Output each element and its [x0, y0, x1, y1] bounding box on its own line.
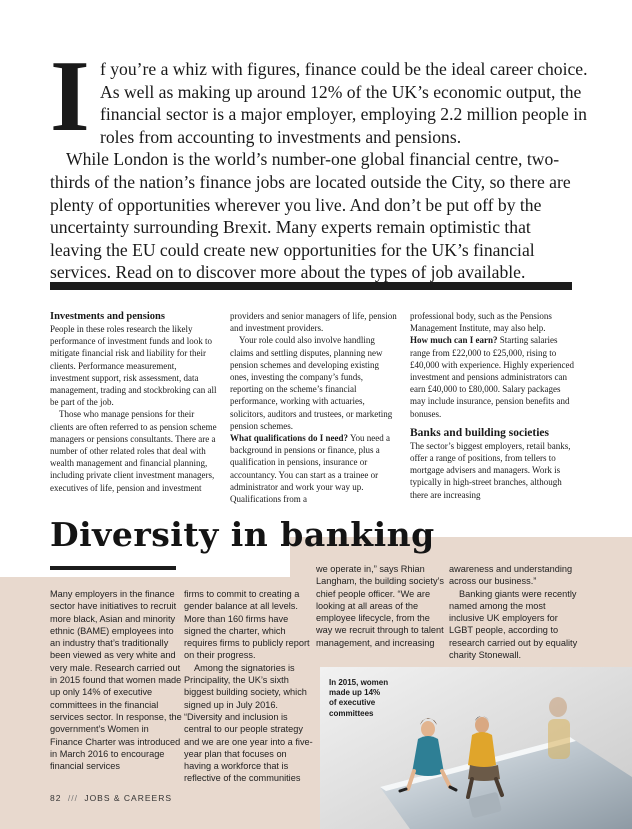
intro-line-4: roles from accounting to investments and pensions. [100, 126, 462, 147]
intro-line-3: financial sector is a major employer, employing 2.2 million people in [100, 104, 587, 125]
photo-caption: In 2015, women made up 14% of executive committees [329, 678, 389, 718]
article-columns [50, 310, 575, 510]
footer-separator: /// [67, 793, 78, 803]
paragraph: Among the signatories is Principality, the UK’s sixth biggest building society, which signed up in July 2016. “Diversity and inclusion is central to our people strategy and we are one year into a five-year plan that focuses on having a workforce that is reflective of the communities [184, 662, 313, 784]
paragraph: professional body, such as the Pensions Management Institute, may also help. [410, 311, 552, 334]
paragraph: Many employers in the finance sector have initiatives to recruit more black, Asian and minority ethnic (BAME) employees into an industry that’s traditionally been viewed as very white and very male. Research carried out in 2015 found that women made up only 14% of executive committees in the financial services sector. In response, the government’s Women in Finance Charter was introduced in March 2016 to encourage financial services [50, 589, 182, 772]
title-underline [50, 566, 176, 570]
earnings-label: How much can I earn? [410, 335, 498, 346]
diversity-column-1 [50, 588, 182, 772]
intro-text [50, 40, 588, 284]
paragraph: providers and senior managers of life, pension and investment providers. [230, 311, 397, 334]
paragraph [230, 432, 398, 505]
column-3 [410, 310, 575, 501]
paragraph: The sector’s biggest employers, retail banks, offer a range of positions, from tellers to mortgage advisers and managers. Work is typically in high-street branches, although there are increasing [410, 440, 571, 500]
heading-banks-building-societies: Banks and building societies [410, 426, 550, 439]
paragraph: People in these roles research the likely performance of investment funds and look to mitigate financial risk and liability for their clients. Performance measurement, investment support, risk assessment, data management, trading and stockbroking can all be part of the job. [50, 324, 217, 408]
paragraph: awareness and understanding across our business.” [449, 564, 573, 587]
paragraph: firms to commit to creating a gender balance at all levels. More than 160 firms have signed the charter, which requires firms to publicly report on their progress. [184, 589, 310, 661]
heading-investments-pensions: Investments and pensions [50, 311, 165, 322]
diversity-column-3 [316, 563, 448, 649]
qualifications-text: You need a background in pensions or finance, plus a qualification in pensions, insurance or accountancy. You can start as a trainee or administrator and work your way up. Qualifications from a [230, 433, 391, 505]
figurines-photo [320, 667, 632, 829]
intro-line-1: f you’re a whiz with figures, finance could be the ideal career choice. [100, 59, 588, 79]
earnings-text: Starting salaries range from £22,000 to £25,000, rising to £40,000 with experience. Highly experienced investment and pensions administrators can earn £40,000 to £80,000. Salary packages may include insurance, pension benefits and bonuses. [410, 335, 574, 419]
intro-line-2: As well as making up around 12% of the UK’s economic output, the [100, 81, 582, 102]
diversity-column-4 [449, 563, 581, 661]
column-2 [230, 310, 398, 505]
intro-paragraph: While London is the world’s number-one global financial centre, two-thirds of the nation’s finance jobs are located outside the City, so there are plenty of opportunities wherever you live. And don’t be put off by the uncertainty surrounding Brexit. Many experts remain optimistic that leaving the EU could create new opportunities for the UK’s financial services. Read on to discover more about the types of job available. [50, 149, 571, 283]
paragraph: Banking giants were recently named among the most inclusive UK employers for LGBT people, according to research carried out by equality charity Stonewall. [449, 588, 578, 661]
section-name: JOBS & CAREERS [84, 793, 172, 803]
page-footer [50, 793, 172, 803]
diversity-title: Diversity in banking [50, 515, 435, 554]
drop-cap: I [50, 40, 90, 153]
paragraph [410, 334, 575, 419]
section-divider [50, 282, 572, 290]
paragraph: Those who manage pensions for their clients are often referred to as pension scheme managers or pensions consultants. There are a number of other related roles that deal with wealth management and financial planning, including private client investment managers, executives of life, pension and investment [50, 409, 217, 493]
column-1 [50, 310, 218, 494]
paragraph: we operate in,” says Rhian Langham, the building society’s chief people officer. “We are looking at all areas of the employee lifecycle, from the way we recruit through to talent management, and increasing [316, 564, 445, 648]
qualifications-label: What qualifications do I need? [230, 433, 349, 444]
paragraph: Your role could also involve handling claims and settling disputes, planning new pension schemes and developing existing ones, investing the company’s funds, reporting on the scheme’s financial performance, working with actuaries, solicitors, auditors and trustees, or marketing pension schemes. [230, 335, 393, 431]
diversity-column-2 [184, 588, 316, 785]
page-number: 82 [50, 793, 62, 803]
